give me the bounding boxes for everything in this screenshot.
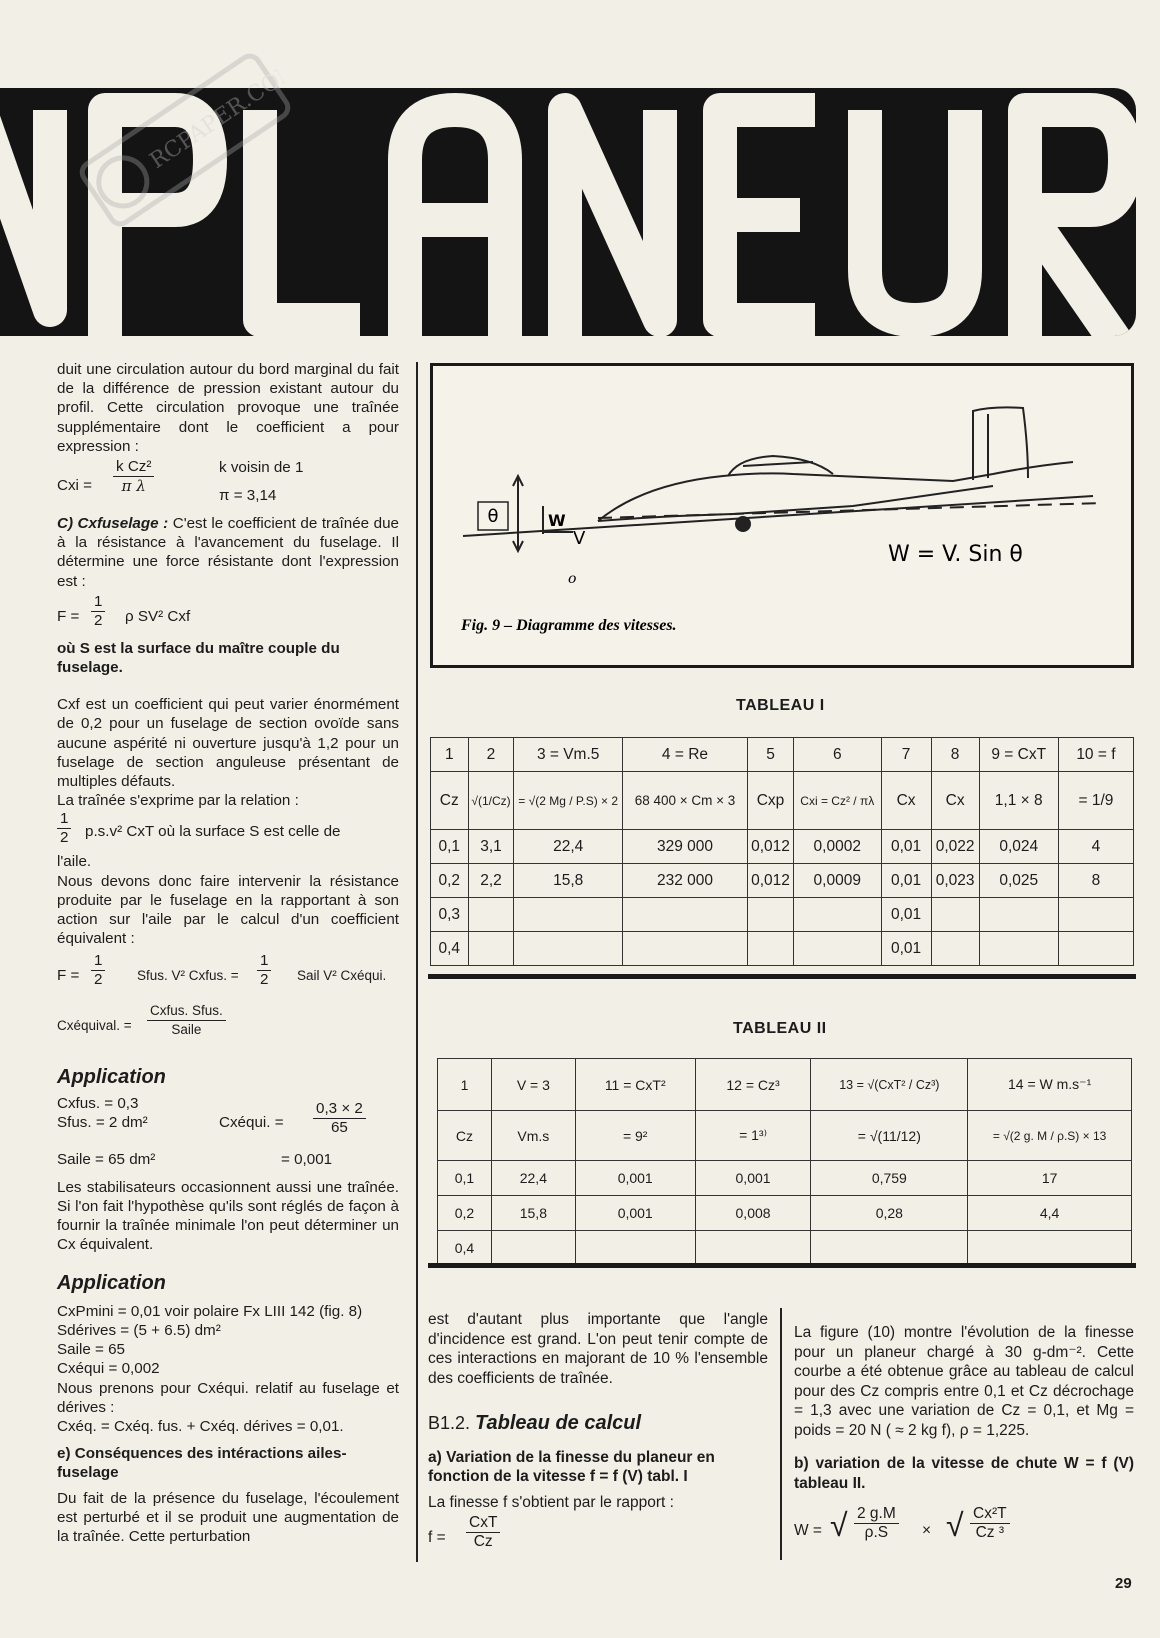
w-formula: W = √ $\frac{2 g.M}{\rho.S}$ × √ $\frac{\text{Cx²T}}{\text{Cz ³}}$	[794, 1503, 1134, 1559]
column-divider	[416, 362, 418, 1562]
table1-header-row: 1 2 3 = Vm.5 4 = Re 5 6 7 8 9 = CxT 10 = f	[431, 738, 1134, 772]
table-2	[437, 1058, 1132, 1266]
table-1	[430, 737, 1134, 966]
section-e-title: e) Conséquences des intéractions ailes-fuselage	[57, 1445, 347, 1482]
table1-title: TABLEAU I	[736, 697, 825, 714]
section-a-title: a) Variation de la finesse du planeur en fonction de la vitesse f = f (V) tabl. I	[428, 1448, 715, 1485]
table2-formula-row: Cz Vm.s = 9² = 1³⁾ = √(11/12) = √(2 g. M / ρ.S) × 13	[438, 1111, 1132, 1161]
table2-title: TABLEAU II	[733, 1020, 827, 1037]
table1-bottom-rule	[428, 974, 1136, 979]
intro-paragraph: duit une circulation autour du bord marginal du fait de la différence de pression existant autour du profil. Cette circulation provoque une traînée supplémentaire dont le coefficient a pour expression :	[57, 361, 399, 455]
middle-column: est d'autant plus importante que l'angle d'incidence est grand. L'on peut tenir compte de ces interactions en majorant de 10 % l'ensemble des coefficients de traînée. B1.2. Tableau de calcul a) Variation de la finesse du planeur en fonction de la vitesse f = f (V) tabl. I La finesse f s'obtient par le rapport : f = CxT Cz	[428, 1310, 768, 1558]
theta-label: θ	[487, 506, 499, 527]
trainee-formula: $\frac{1}{2}$ p.s.v² CxT où la surface S est celle de	[57, 810, 399, 852]
application-1: Cxfus. = 0,3 Sfus. = 2 dm² Cxéqui. = $\frac{0,3 \times 2}{65}$ Saile = 65 dm² = 0,001	[57, 1094, 399, 1178]
figure-caption: Fig. 9 – Diagramme des vitesses.	[461, 617, 677, 634]
cxeq-formula: Cxéquival. = Cxfus. Sfus. Saile	[57, 1002, 399, 1048]
application-title-2: Application	[57, 1272, 166, 1295]
s-note: où S est la surface du maître couple du fuselage.	[57, 639, 340, 677]
f-formula: F = $\frac{1}{2}$ ρ SV² Cxf	[57, 592, 191, 629]
table2-header-row: 1 V = 3 11 = CxT² 12 = Cz³ 13 = √(CxT² / Cz³) 14 = W m.s⁻¹	[438, 1059, 1132, 1111]
table-row: 0,2 2,2 15,8 232 000 0,012 0,0009 0,01 0,023 0,025 8	[431, 864, 1134, 898]
cxi-formula: Cxi = $\frac{\text{k Cz²}}{\text{π λ}}$ k voisin de 1 π = 3,14	[57, 458, 304, 505]
watermark-text: RCPAPER.COM	[145, 56, 304, 174]
section-b12-title: B1.2. Tableau de calcul	[428, 1412, 642, 1434]
section-e-text: Du fait de la présence du fuselage, l'écoulement est perturbé et il se produit une augmentation de la traînée. Cette perturbation	[57, 1489, 399, 1545]
interaction-paragraph: est d'autant plus importante que l'angle d'incidence est grand. L'on peut tenir compte de ces interactions en majorant de 10 % l'ensemble des coefficients de traînée.	[428, 1311, 768, 1387]
application-title-1: Application	[57, 1066, 166, 1089]
table-row: 0,3 0,01	[431, 898, 1134, 932]
cxf-paragraph: Cxf est un coefficient qui peut varier énormément de 0,2 pour un fuselage de section ovoïde sans aucune aspérité ni ouverture jusqu'à 1,2 pour un fuselage de section anguleuse présentant de multiples défauts.	[57, 696, 399, 791]
table-row: 0,4	[438, 1231, 1132, 1266]
w-label: W	[548, 511, 566, 530]
table1-formula-row: Cz √(1/Cz) = √(2 Mg / P.S) × 2 68 400 × Cm × 3 Cxp Cxi = Cz² / πλ Cx Cx 1,1 × 8 = 1/9	[431, 772, 1134, 830]
right-column	[794, 1323, 1134, 1559]
page-number: 29	[1115, 1575, 1132, 1592]
section-b-title: b) variation de la vitesse de chute W = f (V) tableau II.	[794, 1455, 1134, 1492]
table-row: 0,2 15,8 0,001 0,008 0,28 4,4	[438, 1196, 1132, 1231]
stabilisateurs-paragraph: Les stabilisateurs occasionnent aussi une traînée. Si l'on fait l'hypothèse qu'ils sont réglés de façon à fournir la traînée minimale l'on peut déterminer un Cx équivalent.	[57, 1178, 399, 1254]
column-divider-2	[780, 1308, 782, 1560]
application-2: CxPmini = 0,01 voir polaire Fx LIII 142 (fig. 8) Sdérives = (5 + 6.5) dm² Saile = 65 Cxéqui = 0,002 Nous prenons pour Cxéqui. relatif au fuselage et dérives : Cxéq. = Cxéq. fus. + Cxéq. dérives = 0,01.	[57, 1302, 399, 1435]
table-row: 0,1 3,1 22,4 329 000 0,012 0,0002 0,01 0,022 0,024 4	[431, 830, 1134, 864]
v-label: V	[573, 528, 586, 549]
glider-diagram	[433, 366, 1131, 665]
table-row: 0,4 0,01	[431, 932, 1134, 966]
f2-formula: F = $\frac{1}{2}$ Sfus. V² Cxfus. = $\frac{1}{2}$ Sail V² Cxéqui.	[57, 952, 387, 989]
table-row: 0,1 22,4 0,001 0,001 0,759 17	[438, 1161, 1132, 1196]
finesse-paragraph: La figure (10) montre l'évolution de la finesse pour un planeur chargé à 30 g-dm⁻². Cette courbe a été obtenue grâce au tableau de calcul pour des Cz compris entre 0,1 et Cz décrochage = 1,3 avec une variation de Cz = 0,1, et Mg = poids = 20 N ( ≈ 2 kg f), ρ = 1,225.	[794, 1324, 1134, 1439]
nous-paragraph: Nous devons donc faire intervenir la résistance produite par le fuselage en la rapportant à son action sur l'aile par le calcul d'un coefficient équivalent :	[57, 872, 399, 948]
finesse-formula: f = CxT Cz	[428, 1512, 768, 1558]
figure-9	[430, 363, 1134, 668]
table2-bottom-rule	[428, 1263, 1136, 1268]
left-column: duit une circulation autour du bord marginal du fait de la différence de pression existant autour du profil. Cette circulation provoque une traînée supplémentaire dont le coefficient a pour expression : Cxi = $\frac{\text{k Cz²}}{\text{π λ}}$ k voisin de 1 π = 3,14 C) Cxfuselage : C'est le coefficient de traînée due à la résistance à l'avancement du fuselage. Il détermine une force résistante dont l'expression est : F = $\frac{1}{2}$ ρ SV² Cxf où S est la surface du maître couple du fuselage. Cxf est un coefficient qui peut varier énormément de 0,2 pour un fuselage de section ovoïde sans aucune aspérité ni ouverture jusqu'à 1,2 pour un fuselage de section anguleuse présentant de multiples défauts. La traînée s'exprime par la relation : $\frac{1}{2}$ p.s.v² CxT où la surface S est celle de l'aile. Nous devons donc faire intervenir la résistance produite par le fuselage en la rapportant à son action sur l'aile par le calcul d'un coefficient équivalent : F = $\frac{1}{2}$ Sfus. V² Cxfus. = $\frac{1}{2}$ Sail V² Cxéqui. Cxéquival. = Cxfus. Sfus. Saile Application Cxfus. = 0,3 Sfus. = 2 dm² Cxéqui. = $\frac{0,3 \times 2}{65}$ Saile = 65 dm² = 0,001 Les stabilisateurs occasionnent aussi une traînée. Si l'on fait l'hypothèse qu'ils sont réglés de façon à fournir la traînée minimale l'on peut déterminer un Cx équivalent. Application CxPmini = 0,01 voir polaire Fx LIII 142 (fig. 8) Sdérives = (5 + 6.5) dm² Saile = 65 Cxéqui = 0,002 Nous prenons pour Cxéqui. relatif au fuselage et dérives : Cxéq. = Cxéq. fus. + Cxéq. dérives = 0,01. e) Conséquences des intéractions ailes-fuselage Du fait de la présence du fuselage, l'écoulement est perturbé et il se produit une augmentation de la traînée. Cette perturbation	[57, 361, 399, 1545]
o-label: o	[568, 571, 577, 587]
velocity-formula: W = V. Sin θ	[888, 542, 1023, 567]
